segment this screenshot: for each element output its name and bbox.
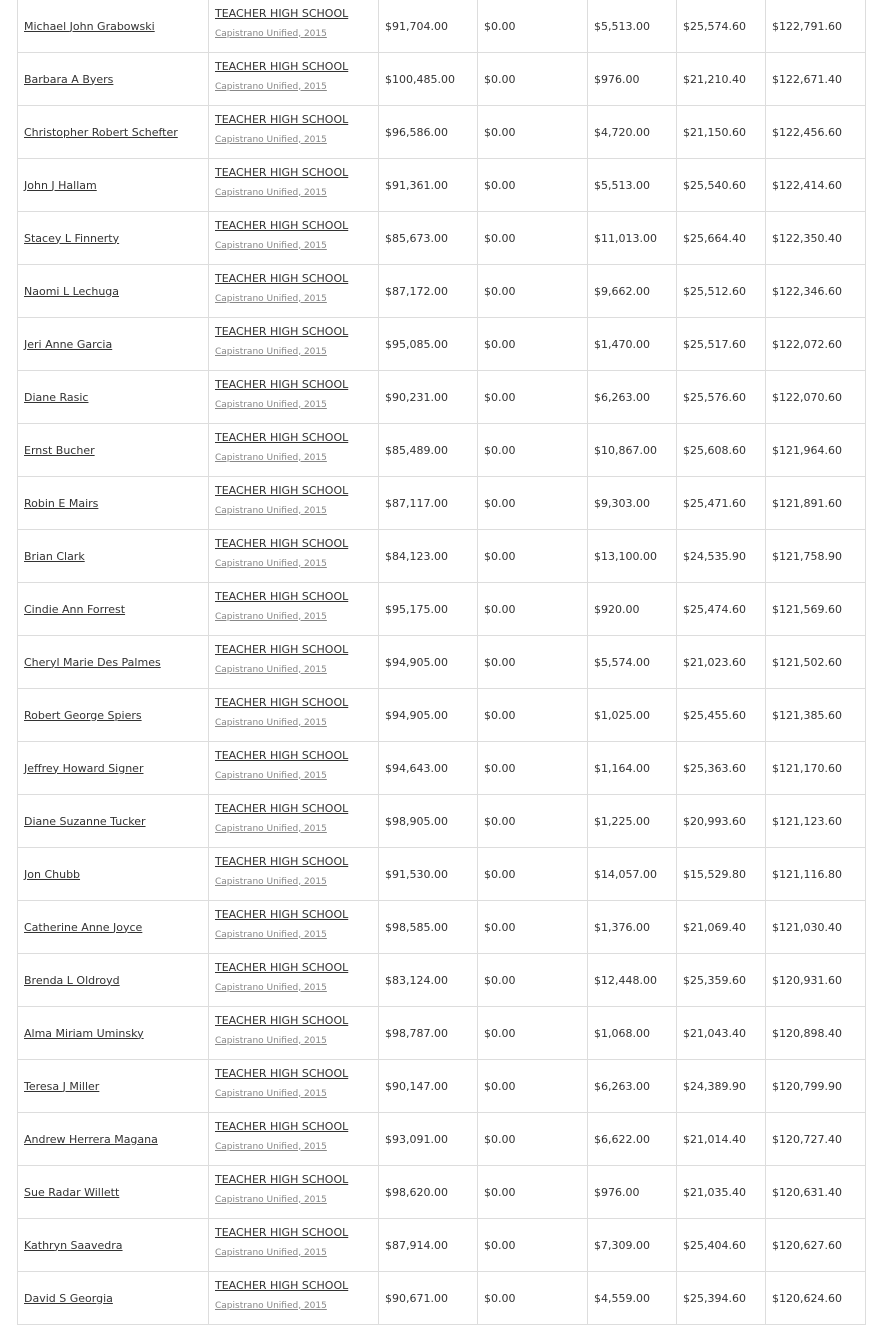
- overtime-pay-cell: $0.00: [478, 795, 588, 848]
- name-cell: [18, 53, 209, 106]
- employee-name-link[interactable]: David S Georgia: [24, 1291, 113, 1305]
- employee-name-link[interactable]: Christopher Robert Schefter: [24, 125, 178, 139]
- total-pay-cell: $120,931.60: [766, 954, 866, 1007]
- total-pay-cell: $122,072.60: [766, 318, 866, 371]
- benefits-cell: $21,035.40: [677, 1166, 766, 1219]
- overtime-pay-cell: $0.00: [478, 636, 588, 689]
- table-row: [18, 1113, 866, 1166]
- regular-pay-cell: $100,485.00: [379, 53, 478, 106]
- job-cell: [209, 424, 379, 477]
- job-cell: [209, 636, 379, 689]
- name-cell: [18, 848, 209, 901]
- benefits-cell: $21,014.40: [677, 1113, 766, 1166]
- table-row: [18, 1166, 866, 1219]
- regular-pay-cell: $91,361.00: [379, 159, 478, 212]
- job-title-link[interactable]: TEACHER HIGH SCHOOL: [215, 6, 349, 20]
- name-cell: [18, 159, 209, 212]
- employee-name-link[interactable]: Michael John Grabowski: [24, 19, 155, 33]
- regular-pay-cell: $94,905.00: [379, 636, 478, 689]
- benefits-cell: $25,359.60: [677, 954, 766, 1007]
- other-pay-cell: $4,559.00: [588, 1272, 677, 1325]
- overtime-pay-cell: $0.00: [478, 1113, 588, 1166]
- overtime-pay-cell: $0.00: [478, 265, 588, 318]
- total-pay-cell: $121,385.60: [766, 689, 866, 742]
- overtime-pay-cell: $0.00: [478, 954, 588, 1007]
- name-cell: [18, 530, 209, 583]
- total-pay-cell: $120,627.60: [766, 1219, 866, 1272]
- job-title-link[interactable]: TEACHER HIGH SCHOOL: [215, 854, 349, 868]
- job-cell: [209, 318, 379, 371]
- overtime-pay-cell: $0.00: [478, 371, 588, 424]
- employee-name-link[interactable]: Jeri Anne Garcia: [24, 337, 113, 351]
- agency-year-link[interactable]: Capistrano Unified, 2015: [215, 81, 327, 92]
- agency-year-link[interactable]: Capistrano Unified, 2015: [215, 452, 327, 463]
- job-cell: [209, 106, 379, 159]
- table-row: [18, 159, 866, 212]
- agency-year-link[interactable]: Capistrano Unified, 2015: [215, 1141, 327, 1152]
- employee-name-link[interactable]: Jeffrey Howard Signer: [24, 761, 144, 775]
- table-row: [18, 795, 866, 848]
- overtime-pay-cell: $0.00: [478, 583, 588, 636]
- employee-name-link[interactable]: Kathryn Saavedra: [24, 1238, 123, 1252]
- name-cell: [18, 318, 209, 371]
- agency-year-link[interactable]: Capistrano Unified, 2015: [215, 611, 327, 622]
- agency-year-link[interactable]: Capistrano Unified, 2015: [215, 982, 327, 993]
- employee-name-link[interactable]: Alma Miriam Uminsky: [24, 1026, 144, 1040]
- agency-year-link[interactable]: Capistrano Unified, 2015: [215, 187, 327, 198]
- regular-pay-cell: $87,117.00: [379, 477, 478, 530]
- agency-year-link[interactable]: Capistrano Unified, 2015: [215, 134, 327, 145]
- table-row: [18, 636, 866, 689]
- table-row: [18, 848, 866, 901]
- agency-year-link[interactable]: Capistrano Unified, 2015: [215, 28, 327, 39]
- other-pay-cell: $5,513.00: [588, 159, 677, 212]
- employee-name-link[interactable]: Naomi L Lechuga: [24, 284, 120, 298]
- regular-pay-cell: $87,172.00: [379, 265, 478, 318]
- overtime-pay-cell: $0.00: [478, 1007, 588, 1060]
- benefits-cell: $25,394.60: [677, 1272, 766, 1325]
- total-pay-cell: $121,502.60: [766, 636, 866, 689]
- other-pay-cell: $1,225.00: [588, 795, 677, 848]
- name-cell: [18, 212, 209, 265]
- job-title-link[interactable]: TEACHER HIGH SCHOOL: [215, 324, 349, 338]
- regular-pay-cell: $96,586.00: [379, 106, 478, 159]
- job-cell: [209, 954, 379, 1007]
- total-pay-cell: $120,631.40: [766, 1166, 866, 1219]
- employee-name-link[interactable]: Brenda L Oldroyd: [24, 973, 120, 987]
- total-pay-cell: $122,456.60: [766, 106, 866, 159]
- total-pay-cell: $121,891.60: [766, 477, 866, 530]
- overtime-pay-cell: $0.00: [478, 424, 588, 477]
- overtime-pay-cell: $0.00: [478, 689, 588, 742]
- table-row: [18, 1272, 866, 1325]
- benefits-cell: $25,517.60: [677, 318, 766, 371]
- overtime-pay-cell: $0.00: [478, 848, 588, 901]
- table-row: [18, 318, 866, 371]
- benefits-cell: $25,471.60: [677, 477, 766, 530]
- table-row: [18, 583, 866, 636]
- other-pay-cell: $9,303.00: [588, 477, 677, 530]
- total-pay-cell: $121,569.60: [766, 583, 866, 636]
- employee-name-link[interactable]: Andrew Herrera Magana: [24, 1132, 158, 1146]
- table-row: [18, 212, 866, 265]
- other-pay-cell: $4,720.00: [588, 106, 677, 159]
- total-pay-cell: $120,898.40: [766, 1007, 866, 1060]
- job-title-link[interactable]: TEACHER HIGH SCHOOL: [215, 218, 349, 232]
- name-cell: [18, 1060, 209, 1113]
- job-title-link[interactable]: TEACHER HIGH SCHOOL: [215, 165, 349, 179]
- benefits-cell: $25,540.60: [677, 159, 766, 212]
- other-pay-cell: $1,376.00: [588, 901, 677, 954]
- job-cell: [209, 1219, 379, 1272]
- regular-pay-cell: $95,175.00: [379, 583, 478, 636]
- agency-year-link[interactable]: Capistrano Unified, 2015: [215, 1088, 327, 1099]
- agency-year-link[interactable]: Capistrano Unified, 2015: [215, 770, 327, 781]
- table-row: [18, 371, 866, 424]
- overtime-pay-cell: $0.00: [478, 530, 588, 583]
- agency-year-link[interactable]: Capistrano Unified, 2015: [215, 929, 327, 940]
- job-cell: [209, 795, 379, 848]
- table-row: [18, 1219, 866, 1272]
- regular-pay-cell: $91,530.00: [379, 848, 478, 901]
- name-cell: [18, 583, 209, 636]
- regular-pay-cell: $87,914.00: [379, 1219, 478, 1272]
- job-cell: [209, 1007, 379, 1060]
- name-cell: [18, 477, 209, 530]
- agency-year-link[interactable]: Capistrano Unified, 2015: [215, 1194, 327, 1205]
- overtime-pay-cell: $0.00: [478, 1060, 588, 1113]
- agency-year-link[interactable]: Capistrano Unified, 2015: [215, 558, 327, 569]
- other-pay-cell: $13,100.00: [588, 530, 677, 583]
- overtime-pay-cell: $0.00: [478, 901, 588, 954]
- table-row: [18, 424, 866, 477]
- name-cell: [18, 1219, 209, 1272]
- job-title-link[interactable]: TEACHER HIGH SCHOOL: [215, 1278, 349, 1292]
- job-title-link[interactable]: TEACHER HIGH SCHOOL: [215, 907, 349, 921]
- overtime-pay-cell: $0.00: [478, 1166, 588, 1219]
- total-pay-cell: $121,116.80: [766, 848, 866, 901]
- total-pay-cell: $120,624.60: [766, 1272, 866, 1325]
- benefits-cell: $25,512.60: [677, 265, 766, 318]
- agency-year-link[interactable]: Capistrano Unified, 2015: [215, 823, 327, 834]
- employee-name-link[interactable]: Barbara A Byers: [24, 72, 114, 86]
- name-cell: [18, 901, 209, 954]
- table-row: [18, 0, 866, 53]
- job-title-link[interactable]: TEACHER HIGH SCHOOL: [215, 642, 349, 656]
- salary-table-body: [18, 0, 866, 1325]
- total-pay-cell: $121,170.60: [766, 742, 866, 795]
- name-cell: [18, 371, 209, 424]
- other-pay-cell: $7,309.00: [588, 1219, 677, 1272]
- benefits-cell: $25,576.60: [677, 371, 766, 424]
- job-cell: [209, 1060, 379, 1113]
- regular-pay-cell: $98,787.00: [379, 1007, 478, 1060]
- benefits-cell: $21,043.40: [677, 1007, 766, 1060]
- name-cell: [18, 795, 209, 848]
- benefits-cell: $25,608.60: [677, 424, 766, 477]
- benefits-cell: $21,023.60: [677, 636, 766, 689]
- employee-name-link[interactable]: Stacey L Finnerty: [24, 231, 120, 245]
- employee-name-link[interactable]: Robert George Spiers: [24, 708, 142, 722]
- job-title-link[interactable]: TEACHER HIGH SCHOOL: [215, 748, 349, 762]
- total-pay-cell: $120,727.40: [766, 1113, 866, 1166]
- job-title-link[interactable]: TEACHER HIGH SCHOOL: [215, 1225, 349, 1239]
- regular-pay-cell: $98,585.00: [379, 901, 478, 954]
- benefits-cell: $25,574.60: [677, 0, 766, 53]
- employee-name-link[interactable]: John J Hallam: [24, 178, 97, 192]
- other-pay-cell: $1,025.00: [588, 689, 677, 742]
- agency-year-link[interactable]: Capistrano Unified, 2015: [215, 876, 327, 887]
- employee-name-link[interactable]: Catherine Anne Joyce: [24, 920, 143, 934]
- job-title-link[interactable]: TEACHER HIGH SCHOOL: [215, 1013, 349, 1027]
- job-title-link[interactable]: TEACHER HIGH SCHOOL: [215, 430, 349, 444]
- overtime-pay-cell: $0.00: [478, 742, 588, 795]
- name-cell: [18, 742, 209, 795]
- benefits-cell: $25,455.60: [677, 689, 766, 742]
- other-pay-cell: $11,013.00: [588, 212, 677, 265]
- employee-name-link[interactable]: Brian Clark: [24, 549, 85, 563]
- job-title-link[interactable]: TEACHER HIGH SCHOOL: [215, 59, 349, 73]
- name-cell: [18, 1272, 209, 1325]
- agency-year-link[interactable]: Capistrano Unified, 2015: [215, 1300, 327, 1311]
- job-cell: [209, 848, 379, 901]
- name-cell: [18, 1007, 209, 1060]
- agency-year-link[interactable]: Capistrano Unified, 2015: [215, 717, 327, 728]
- benefits-cell: $25,474.60: [677, 583, 766, 636]
- agency-year-link[interactable]: Capistrano Unified, 2015: [215, 399, 327, 410]
- employee-name-link[interactable]: Cindie Ann Forrest: [24, 602, 126, 616]
- name-cell: [18, 1166, 209, 1219]
- other-pay-cell: $976.00: [588, 1166, 677, 1219]
- job-cell: [209, 583, 379, 636]
- job-cell: [209, 0, 379, 53]
- overtime-pay-cell: $0.00: [478, 212, 588, 265]
- job-title-link[interactable]: TEACHER HIGH SCHOOL: [215, 801, 349, 815]
- other-pay-cell: $12,448.00: [588, 954, 677, 1007]
- job-cell: [209, 371, 379, 424]
- table-row: [18, 742, 866, 795]
- job-cell: [209, 159, 379, 212]
- name-cell: [18, 1113, 209, 1166]
- table-row: [18, 106, 866, 159]
- employee-name-link[interactable]: Teresa J Miller: [24, 1079, 100, 1093]
- other-pay-cell: $6,622.00: [588, 1113, 677, 1166]
- total-pay-cell: $122,070.60: [766, 371, 866, 424]
- overtime-pay-cell: $0.00: [478, 106, 588, 159]
- overtime-pay-cell: $0.00: [478, 318, 588, 371]
- other-pay-cell: $976.00: [588, 53, 677, 106]
- job-title-link[interactable]: TEACHER HIGH SCHOOL: [215, 271, 349, 285]
- regular-pay-cell: $98,905.00: [379, 795, 478, 848]
- other-pay-cell: $5,574.00: [588, 636, 677, 689]
- job-cell: [209, 1166, 379, 1219]
- regular-pay-cell: $83,124.00: [379, 954, 478, 1007]
- benefits-cell: $15,529.80: [677, 848, 766, 901]
- table-row: [18, 265, 866, 318]
- job-title-link[interactable]: TEACHER HIGH SCHOOL: [215, 960, 349, 974]
- other-pay-cell: $9,662.00: [588, 265, 677, 318]
- table-row: [18, 954, 866, 1007]
- other-pay-cell: $920.00: [588, 583, 677, 636]
- job-cell: [209, 1272, 379, 1325]
- name-cell: [18, 424, 209, 477]
- total-pay-cell: $121,030.40: [766, 901, 866, 954]
- total-pay-cell: $121,758.90: [766, 530, 866, 583]
- other-pay-cell: $1,164.00: [588, 742, 677, 795]
- name-cell: [18, 265, 209, 318]
- benefits-cell: $21,210.40: [677, 53, 766, 106]
- other-pay-cell: $10,867.00: [588, 424, 677, 477]
- job-title-link[interactable]: TEACHER HIGH SCHOOL: [215, 589, 349, 603]
- name-cell: [18, 689, 209, 742]
- benefits-cell: $25,363.60: [677, 742, 766, 795]
- regular-pay-cell: $90,231.00: [379, 371, 478, 424]
- total-pay-cell: $121,123.60: [766, 795, 866, 848]
- employee-name-link[interactable]: Diane Suzanne Tucker: [24, 814, 146, 828]
- regular-pay-cell: $85,489.00: [379, 424, 478, 477]
- other-pay-cell: $5,513.00: [588, 0, 677, 53]
- benefits-cell: $21,150.60: [677, 106, 766, 159]
- benefits-cell: $20,993.60: [677, 795, 766, 848]
- agency-year-link[interactable]: Capistrano Unified, 2015: [215, 1035, 327, 1046]
- employee-name-link[interactable]: Ernst Bucher: [24, 443, 95, 457]
- overtime-pay-cell: $0.00: [478, 53, 588, 106]
- regular-pay-cell: $98,620.00: [379, 1166, 478, 1219]
- other-pay-cell: $1,068.00: [588, 1007, 677, 1060]
- salary-table: [17, 0, 866, 1325]
- total-pay-cell: $122,346.60: [766, 265, 866, 318]
- job-title-link[interactable]: TEACHER HIGH SCHOOL: [215, 695, 349, 709]
- agency-year-link[interactable]: Capistrano Unified, 2015: [215, 240, 327, 251]
- table-row: [18, 1007, 866, 1060]
- other-pay-cell: $14,057.00: [588, 848, 677, 901]
- table-row: [18, 689, 866, 742]
- total-pay-cell: $122,791.60: [766, 0, 866, 53]
- total-pay-cell: $121,964.60: [766, 424, 866, 477]
- employee-name-link[interactable]: Sue Radar Willett: [24, 1185, 120, 1199]
- job-title-link[interactable]: TEACHER HIGH SCHOOL: [215, 1119, 349, 1133]
- regular-pay-cell: $90,147.00: [379, 1060, 478, 1113]
- job-cell: [209, 212, 379, 265]
- other-pay-cell: $6,263.00: [588, 1060, 677, 1113]
- benefits-cell: $24,535.90: [677, 530, 766, 583]
- agency-year-link[interactable]: Capistrano Unified, 2015: [215, 1247, 327, 1258]
- other-pay-cell: $6,263.00: [588, 371, 677, 424]
- regular-pay-cell: $94,905.00: [379, 689, 478, 742]
- job-cell: [209, 689, 379, 742]
- job-cell: [209, 530, 379, 583]
- employee-name-link[interactable]: Robin E Mairs: [24, 496, 99, 510]
- job-title-link[interactable]: TEACHER HIGH SCHOOL: [215, 377, 349, 391]
- table-row: [18, 1060, 866, 1113]
- table-row: [18, 53, 866, 106]
- total-pay-cell: $122,671.40: [766, 53, 866, 106]
- job-title-link[interactable]: TEACHER HIGH SCHOOL: [215, 1066, 349, 1080]
- regular-pay-cell: $91,704.00: [379, 0, 478, 53]
- agency-year-link[interactable]: Capistrano Unified, 2015: [215, 346, 327, 357]
- regular-pay-cell: $90,671.00: [379, 1272, 478, 1325]
- overtime-pay-cell: $0.00: [478, 1219, 588, 1272]
- name-cell: [18, 106, 209, 159]
- regular-pay-cell: $95,085.00: [379, 318, 478, 371]
- agency-year-link[interactable]: Capistrano Unified, 2015: [215, 293, 327, 304]
- regular-pay-cell: $93,091.00: [379, 1113, 478, 1166]
- other-pay-cell: $1,470.00: [588, 318, 677, 371]
- benefits-cell: $25,404.60: [677, 1219, 766, 1272]
- job-title-link[interactable]: TEACHER HIGH SCHOOL: [215, 536, 349, 550]
- benefits-cell: $25,664.40: [677, 212, 766, 265]
- salary-table-container: [17, 0, 865, 1325]
- agency-year-link[interactable]: Capistrano Unified, 2015: [215, 664, 327, 675]
- job-cell: [209, 901, 379, 954]
- job-cell: [209, 477, 379, 530]
- job-title-link[interactable]: TEACHER HIGH SCHOOL: [215, 1172, 349, 1186]
- job-title-link[interactable]: TEACHER HIGH SCHOOL: [215, 483, 349, 497]
- agency-year-link[interactable]: Capistrano Unified, 2015: [215, 505, 327, 516]
- regular-pay-cell: $94,643.00: [379, 742, 478, 795]
- job-cell: [209, 53, 379, 106]
- job-title-link[interactable]: TEACHER HIGH SCHOOL: [215, 112, 349, 126]
- name-cell: [18, 0, 209, 53]
- overtime-pay-cell: $0.00: [478, 159, 588, 212]
- job-cell: [209, 265, 379, 318]
- table-row: [18, 477, 866, 530]
- name-cell: [18, 954, 209, 1007]
- table-row: [18, 530, 866, 583]
- total-pay-cell: $120,799.90: [766, 1060, 866, 1113]
- overtime-pay-cell: $0.00: [478, 0, 588, 53]
- employee-name-link[interactable]: Diane Rasic: [24, 390, 89, 404]
- overtime-pay-cell: $0.00: [478, 1272, 588, 1325]
- regular-pay-cell: $84,123.00: [379, 530, 478, 583]
- employee-name-link[interactable]: Jon Chubb: [24, 867, 81, 881]
- benefits-cell: $21,069.40: [677, 901, 766, 954]
- employee-name-link[interactable]: Cheryl Marie Des Palmes: [24, 655, 161, 669]
- job-cell: [209, 742, 379, 795]
- regular-pay-cell: $85,673.00: [379, 212, 478, 265]
- overtime-pay-cell: $0.00: [478, 477, 588, 530]
- name-cell: [18, 636, 209, 689]
- job-cell: [209, 1113, 379, 1166]
- total-pay-cell: $122,350.40: [766, 212, 866, 265]
- total-pay-cell: $122,414.60: [766, 159, 866, 212]
- benefits-cell: $24,389.90: [677, 1060, 766, 1113]
- table-row: [18, 901, 866, 954]
